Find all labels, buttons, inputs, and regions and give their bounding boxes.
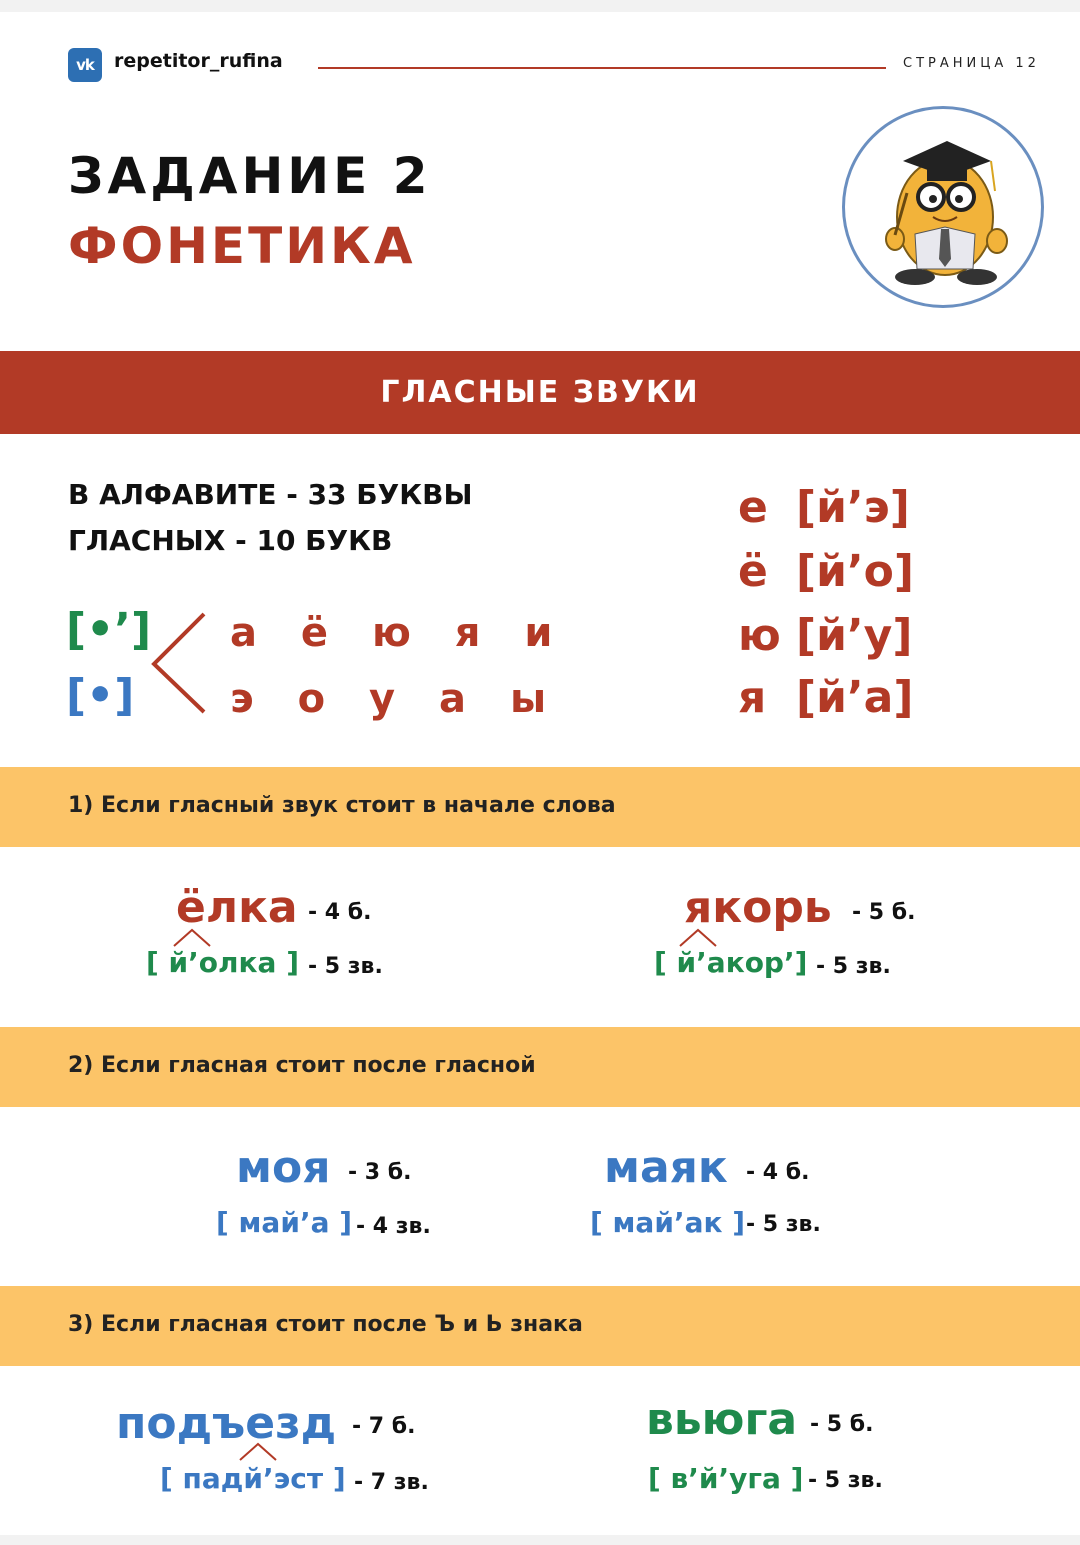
transcription: [ й’олка ] [146,946,299,979]
vk-logo-text: vk [76,56,94,74]
example-word: вьюга [646,1394,798,1445]
sounds-count: - 5 зв. [308,954,383,979]
branch-icon [148,610,208,716]
rule-heading: 1) Если гласный звук стоит в начале слова [68,793,616,818]
example-word: якорь [684,882,832,933]
iotated-letter: е [738,482,768,533]
author-handle[interactable]: repetitor_rufina [114,50,283,72]
iotated-sound: [й’о] [796,546,914,597]
hard-vowel-letters: э о у а ы [230,676,547,722]
sounds-count: - 5 зв. [746,1212,821,1237]
example-word: подъезд [116,1398,337,1449]
vowel-count: ГЛАСНЫХ - 10 БУКВ [68,524,393,557]
rule-band [0,767,1080,847]
iotated-sound: [й’у] [796,610,913,661]
letters-count: - 4 б. [308,900,372,925]
vk-logo-icon[interactable] [68,48,102,82]
transcription: [ май’ак ] [590,1206,746,1239]
letters-count: - 7 б. [352,1414,416,1439]
iotated-letter: ю [738,610,781,661]
page-number: СТРАНИЦА 12 [903,56,1040,71]
letters-count: - 5 б. [810,1412,874,1437]
letters-count: - 3 б. [348,1160,412,1185]
sounds-count: - 7 зв. [354,1470,429,1495]
worksheet-page [0,12,1080,1535]
sounds-count: - 5 зв. [816,954,891,979]
rule-heading: 3) Если гласная стоит после Ъ и Ь знака [68,1312,583,1337]
sound-arc-icon [238,1442,278,1462]
transcription: [ й’акор’] [654,946,808,979]
iotated-sound: [й’а] [796,672,914,723]
section-banner [0,351,1080,434]
rule-band [0,1286,1080,1366]
transcription: [ в’й’уга ] [648,1462,804,1495]
soft-vowel-letters: а ё ю я и [230,610,553,656]
subject-title: ФОНЕТИКА [68,217,416,275]
sound-arc-icon [678,928,718,948]
example-word: моя [236,1142,331,1193]
scholar-mascot [842,106,1044,308]
hard-mark: [•] [66,670,135,721]
soft-mark: [•’] [66,604,152,655]
alphabet-count: В АЛФАВИТЕ - 33 БУКВЫ [68,478,473,511]
iotated-sound: [й’э] [796,482,910,533]
rule-heading: 2) Если гласная стоит после гласной [68,1053,536,1078]
transcription: [ май’а ] [216,1206,353,1239]
task-title: ЗАДАНИЕ 2 [68,147,432,205]
section-banner-title: ГЛАСНЫЕ ЗВУКИ [380,375,700,410]
header-divider [318,67,886,69]
sound-arc-icon [172,928,212,948]
example-word: маяк [604,1142,728,1193]
rule-band [0,1027,1080,1107]
iotated-letter: ё [738,546,768,597]
iotated-letter: я [738,672,767,723]
sounds-count: - 4 зв. [356,1214,431,1239]
transcription: [ падй’эст ] [160,1462,346,1495]
letters-count: - 4 б. [746,1160,810,1185]
sounds-count: - 5 зв. [808,1468,883,1493]
letters-count: - 5 б. [852,900,916,925]
scholar-mascot-icon [845,109,1041,305]
example-word: ёлка [176,882,298,933]
